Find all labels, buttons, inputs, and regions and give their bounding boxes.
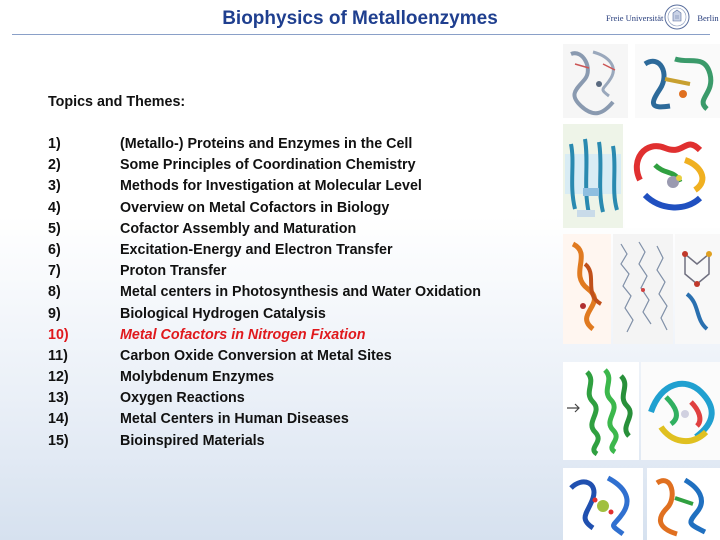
topic-item — [48, 134, 558, 155]
topic-number: 8) — [48, 284, 61, 301]
enzyme-ribbon-image — [625, 120, 720, 228]
topic-label: Proton Transfer — [120, 263, 227, 280]
topic-label: Cofactor Assembly and Maturation — [120, 220, 357, 237]
topic-number: 4) — [48, 199, 61, 216]
topic-label: Molybdenum Enzymes — [120, 369, 275, 386]
multi-domain-image — [641, 362, 720, 460]
topic-item — [48, 176, 558, 197]
topic-label: Methods for Investigation at Molecular Level — [120, 178, 422, 195]
topics-heading: Topics and Themes: — [48, 94, 186, 110]
topic-number: 6) — [48, 241, 61, 258]
topic-label: Metal Centers in Human Diseases — [120, 411, 349, 428]
topic-item — [48, 219, 558, 240]
topic-item — [48, 261, 558, 282]
topic-item-highlighted — [48, 325, 558, 346]
topic-label: Metal Cofactors in Nitrogen Fixation — [120, 326, 366, 343]
topic-number: 14) — [48, 411, 69, 428]
topic-label: (Metallo-) Proteins and Enzymes in the Cell — [120, 136, 413, 152]
topic-item — [48, 346, 558, 367]
topic-number: 1) — [48, 136, 61, 152]
topic-label: Overview on Metal Cofactors in Biology — [120, 199, 390, 216]
topic-item — [48, 431, 558, 452]
helix-bundle-image — [613, 234, 673, 344]
topic-item — [48, 304, 558, 325]
ribbon-structure-image — [635, 44, 720, 118]
active-site-image — [563, 468, 643, 540]
topics-list — [48, 92, 558, 452]
topic-number: 7) — [48, 263, 61, 280]
topic-number: 11) — [48, 347, 68, 364]
topic-item — [48, 198, 558, 219]
topic-label: Biological Hydrogen Catalysis — [120, 305, 326, 322]
topic-label: Excitation-Energy and Electron Transfer — [120, 241, 393, 258]
topic-number: 9) — [48, 305, 61, 322]
membrane-diagram-image — [563, 124, 623, 228]
topic-item — [48, 240, 558, 261]
topic-number: 3) — [48, 178, 61, 195]
topic-number: 5) — [48, 220, 61, 237]
topic-label: Oxygen Reactions — [120, 390, 245, 407]
topic-item — [48, 367, 558, 388]
topic-label: Carbon Oxide Conversion at Metal Sites — [120, 347, 392, 364]
cofactor-ball-stick-image — [563, 234, 611, 344]
topic-label: Some Principles of Coordination Chemistry — [120, 157, 416, 174]
topic-number: 2) — [48, 157, 61, 174]
topic-number: 13) — [48, 390, 69, 407]
metal-cluster-image — [675, 234, 720, 344]
topic-number: 12) — [48, 369, 69, 386]
topic-item — [48, 155, 558, 176]
topic-number: 15) — [48, 432, 69, 449]
slide-title: Biophysics of Metalloenzymes — [222, 8, 498, 29]
protein-image-collage — [563, 44, 720, 540]
topic-item — [48, 282, 558, 303]
topic-label: Bioinspired Materials — [120, 432, 265, 449]
logo-wordmark — [606, 13, 719, 23]
university-logo — [606, 4, 719, 32]
logo-text-right: Berlin — [697, 13, 719, 23]
title-divider — [12, 34, 710, 35]
topic-label: Metal centers in Photosynthesis and Water Oxidation — [120, 284, 481, 301]
four-helix-image — [563, 362, 639, 460]
protein-structure-image — [563, 44, 628, 118]
university-seal-icon — [664, 4, 690, 30]
topic-item — [48, 388, 558, 409]
topic-item — [48, 409, 558, 430]
helix-ribbon-image — [647, 468, 720, 540]
logo-text-left: Freie Universität — [606, 13, 664, 23]
topic-number: 10) — [48, 326, 69, 343]
